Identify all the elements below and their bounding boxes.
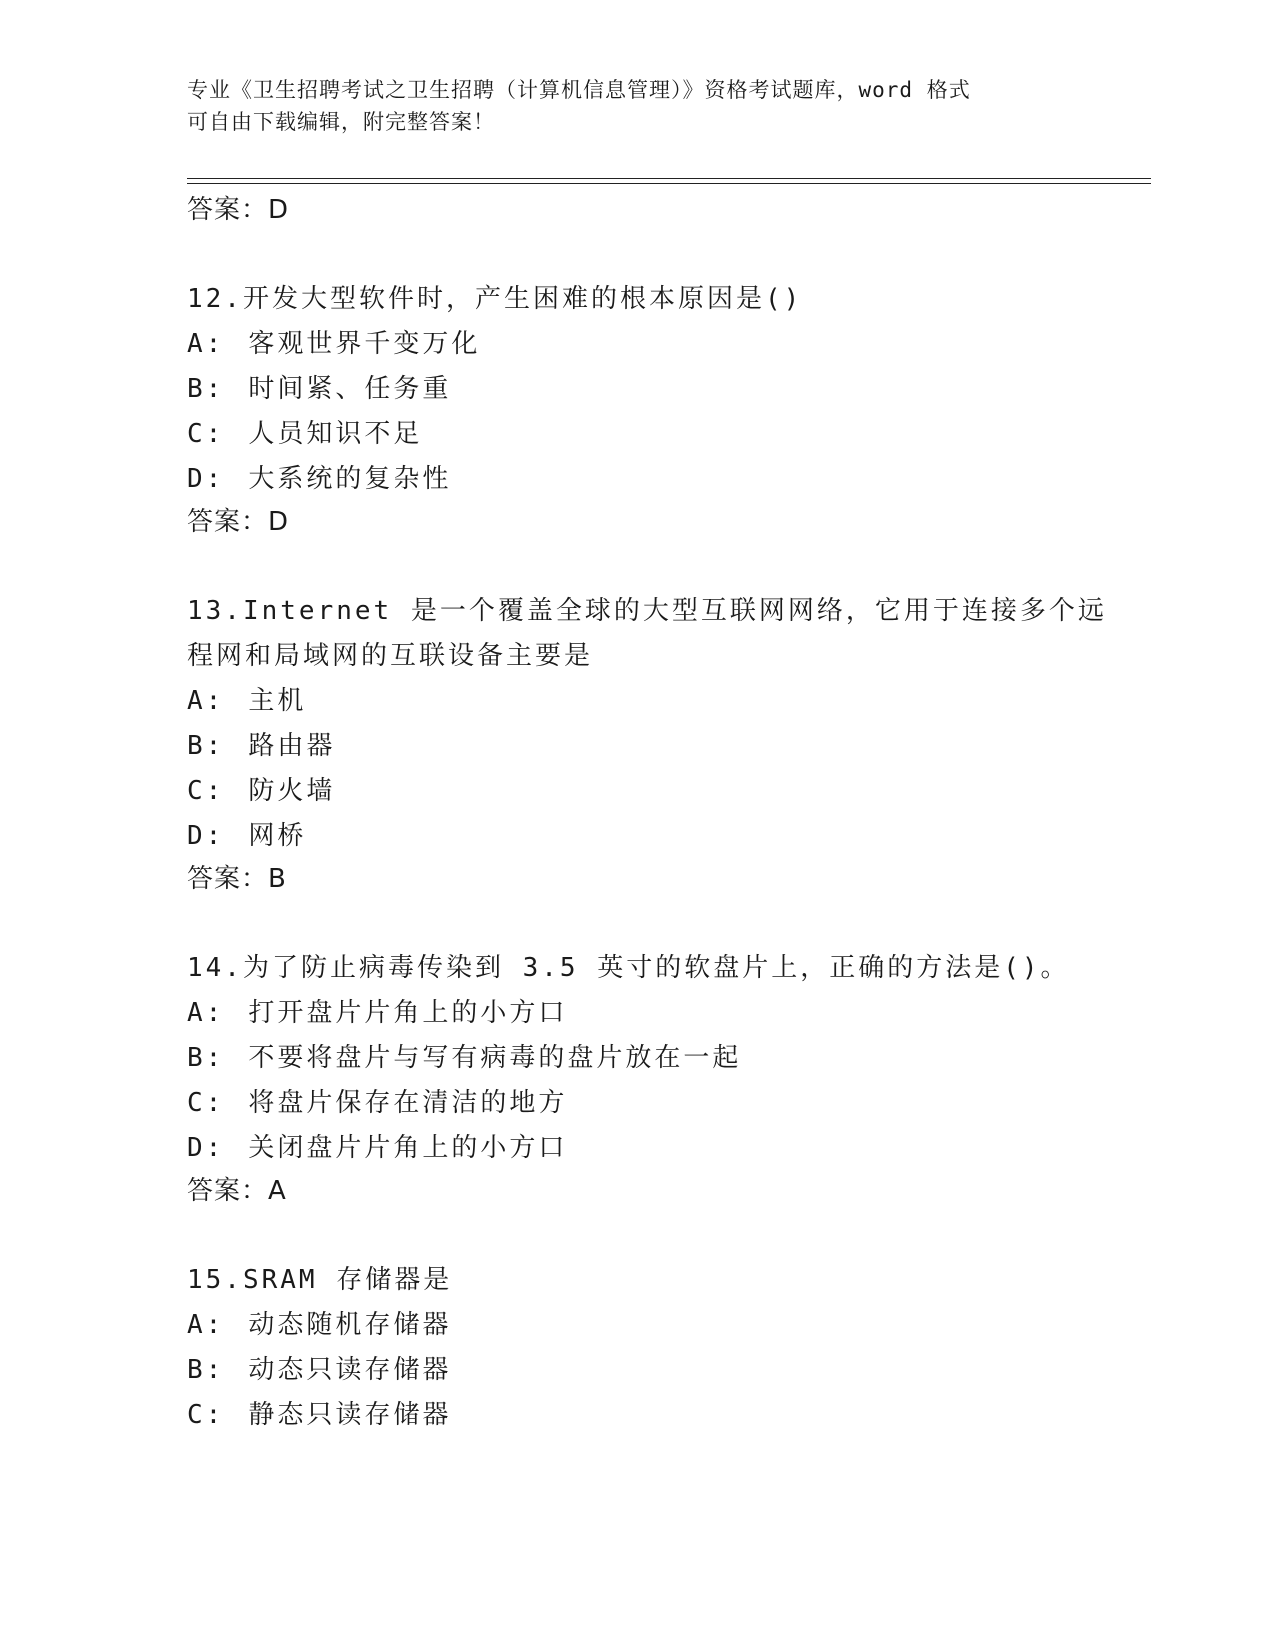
option-key: C: (187, 419, 225, 449)
spacer (187, 230, 1127, 277)
spacer (187, 1211, 1127, 1258)
option-key: A: (187, 686, 225, 716)
option-key: A: (187, 1310, 225, 1340)
question-list (187, 190, 1127, 1438)
option-text: 动态只读存储器 (248, 1355, 452, 1385)
option-b (187, 367, 1127, 412)
answer-value: A (268, 1176, 287, 1206)
option-key: B: (187, 1355, 225, 1385)
option-key: C: (187, 1400, 225, 1430)
option-text: 打开盘片片角上的小方口 (248, 998, 568, 1028)
option-text: 动态随机存储器 (248, 1310, 452, 1340)
question-13 (187, 589, 1127, 899)
header-line-1: 专业《卫生招聘考试之卫生招聘（计算机信息管理）》资格考试题库，word 格式 (187, 78, 971, 102)
option-c (187, 1393, 1127, 1438)
option-key: B: (187, 731, 225, 761)
option-text: 网桥 (248, 821, 307, 851)
answer-line (187, 502, 1127, 542)
option-key: D: (187, 821, 225, 851)
option-d (187, 814, 1127, 859)
option-key: D: (187, 464, 225, 494)
answer-label: 答案： (187, 864, 269, 894)
answer-label: 答案： (187, 195, 269, 225)
option-text: 客观世界千变万化 (248, 329, 481, 359)
option-b (187, 1036, 1127, 1081)
spacer (187, 899, 1127, 946)
option-d (187, 457, 1127, 502)
option-text: 将盘片保存在清洁的地方 (248, 1088, 568, 1118)
option-text: 不要将盘片与写有病毒的盘片放在一起 (248, 1043, 742, 1073)
option-c (187, 1081, 1127, 1126)
spacer (187, 542, 1127, 589)
question-stem: 12.开发大型软件时，产生困难的根本原因是() (187, 284, 803, 314)
question-12 (187, 277, 1127, 542)
answer-value: B (268, 864, 287, 894)
option-key: A: (187, 998, 225, 1028)
question-14 (187, 946, 1127, 1211)
option-a (187, 322, 1127, 367)
question-stem: 15.SRAM 存储器是 (187, 1265, 453, 1295)
option-c (187, 769, 1127, 814)
option-text: 时间紧、任务重 (248, 374, 452, 404)
option-key: C: (187, 776, 225, 806)
option-text: 主机 (248, 686, 307, 716)
option-key: D: (187, 1133, 225, 1163)
answer-label: 答案： (187, 507, 269, 537)
option-b (187, 724, 1127, 769)
answer-label: 答案： (187, 1176, 269, 1206)
option-key: A: (187, 329, 225, 359)
option-key: B: (187, 374, 225, 404)
option-key: C: (187, 1088, 225, 1118)
answer-value: D (268, 195, 290, 225)
option-a (187, 1303, 1127, 1348)
header-divider-bottom (187, 183, 1151, 184)
answer-line (187, 190, 1127, 230)
option-text: 大系统的复杂性 (248, 464, 452, 494)
option-text: 人员知识不足 (248, 419, 423, 449)
answer-value: D (268, 507, 290, 537)
option-key: B: (187, 1043, 225, 1073)
option-d (187, 1126, 1127, 1171)
question-stem: 14.为了防止病毒传染到 3.5 英寸的软盘片上，正确的方法是()。 (187, 953, 1070, 983)
header-divider-top (187, 178, 1151, 179)
option-a (187, 679, 1127, 724)
option-text: 路由器 (248, 731, 336, 761)
answer-line (187, 1171, 1127, 1211)
option-b (187, 1348, 1127, 1393)
header-line-2: 可自由下载编辑，附完整答案！ (187, 110, 495, 134)
option-text: 静态只读存储器 (248, 1400, 452, 1430)
option-text: 防火墙 (248, 776, 336, 806)
question-15 (187, 1258, 1127, 1438)
document-header (187, 74, 1087, 138)
question-stem: 13.Internet 是一个覆盖全球的大型互联网网络，它用于连接多个远程网和局域网的互联设备主要是 (187, 596, 1107, 671)
option-a (187, 991, 1127, 1036)
option-c (187, 412, 1127, 457)
answer-line (187, 859, 1127, 899)
option-text: 关闭盘片片角上的小方口 (248, 1133, 568, 1163)
